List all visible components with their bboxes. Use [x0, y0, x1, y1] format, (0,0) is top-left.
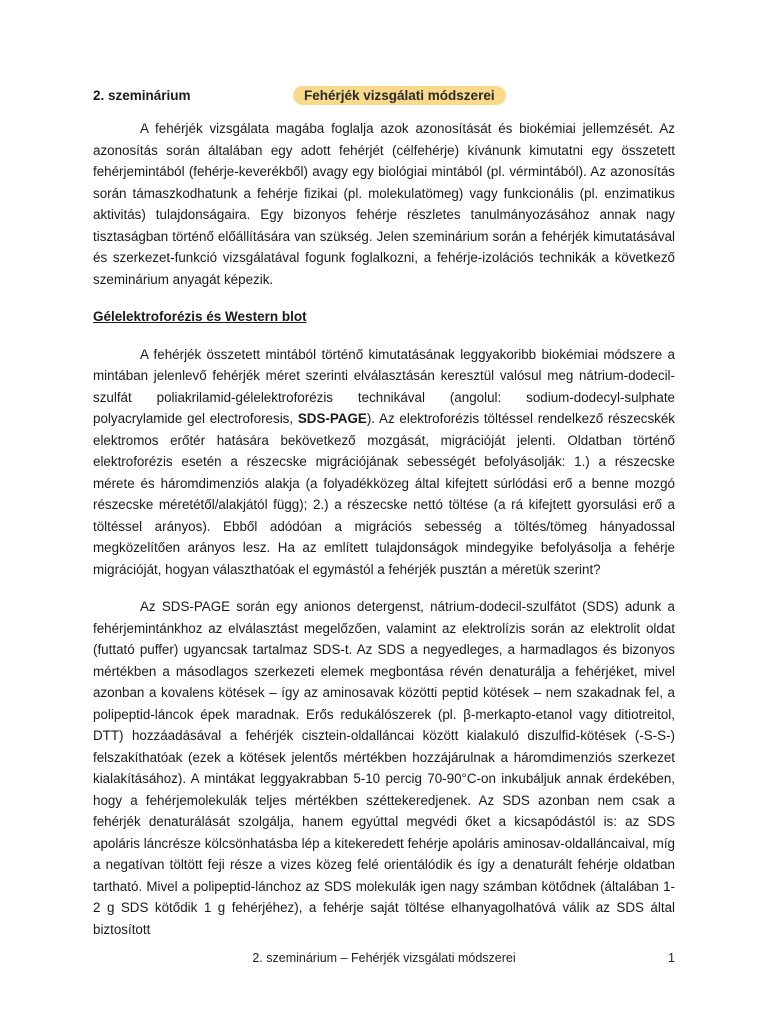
sds-page-term: SDS-PAGE: [297, 411, 367, 426]
sds-page-paragraph: [93, 344, 675, 581]
page-footer: [93, 951, 675, 969]
seminar-label: 2. szeminárium: [93, 88, 191, 103]
document-title: Fehérjék vizsgálati módszerei: [293, 86, 506, 105]
sds-paragraph: Az SDS-PAGE során egy anionos detergenst, nátrium-dodecil-szulfátot (SDS) adunk a fehérjemintánkhoz az elválasztást megelőzően, valamint az elektrolízis során az elektrolit oldat (futtató puffer) ugyancsak tartalmaz SDS-t. Az SDS a negyedleges, a harmadlagos és bizonyos mértékben a másodlagos szerkezeti elemek megbontása révén denaturálja a fehérjéket, mivel azonban a kovalens kötések – így az aminosavak közötti peptid kötések – nem szakadnak fel, a polipeptid-láncok épek maradnak. Erős redukálószerek (pl. β-merkapto-etanol vagy ditiotreitol, DTT) hozzáadásával a fehérjék cisztein-oldalláncai között kialakuló diszulfid-kötések (-S-S-) felszakíthatóak (ezek a kötések jelentős mértékben hozzájárulnak a háromdimenziós szerkezet kialakításához). A mintákat leggyakrabban 5-10 percig 70-90°C-on inkubáljuk annak érdekében, hogy a fehérjemolekulák teljes mértékben széttekeredjenek. Az SDS azonban nem csak a fehérjék denaturálását szolgálja, hanem egyúttal megvédi őket a kicsapódástól is: az SDS apoláris láncrésze kölcsönhatásba lép a kitekeredett fehérje apoláris aminosav-oldalláncaival, míg a negatívan töltött feji része a vizes közeg felé orientálódik és így a denaturált fehérje oldatban tartható. Mivel a polipeptid-lánchoz az SDS molekulák igen nagy számban kötődnek (általában 1-2 g SDS kötődik 1 g fehérjéhez), a fehérje saját töltése elhanyagolhatóvá válik az SDS által biztosított: [93, 599, 675, 937]
page-number: 1: [668, 951, 675, 965]
intro-paragraph: A fehérjék vizsgálata magába foglalja azok azonosítását és biokémiai jellemzését. Az azonosítás során általában egy adott fehérjét (célfehérje) kívánunk kimutatni egy összetett fehérjemintából (fehérje-keverékből) avagy egy biológiai mintából (pl. vérmintából). Az azonosítás során támaszkodhatunk a fehérje fizikai (pl. molekulatömeg) vagy funkcionális (pl. enzimatikus aktivitás) tulajdonságaira. Egy bizonyos fehérje részletes tanulmányozásához annak nagy tisztaságban történő előállítására van szükség. Jelen szeminárium során a fehérjék kimutatásával és szerkezet-funkció vizsgálatával fogunk foglalkozni, a fehérje-izolációs technikák a következő szeminárium anyagát képezik.: [93, 121, 675, 287]
footer-title: 2. szeminárium – Fehérjék vizsgálati módszerei: [252, 951, 516, 965]
paragraph-text: A fehérjék összetett mintából történő kimutatásának leggyakoribb biokémiai módszere a mintában jelenlevő fehérjék méret szerinti elválasztásán keresztül valósul meg nátrium-dodecil-szulfát poliakrilamid-gélelektroforézis technikával (angolul: sodium-dodecyl-sulphate polyacrylamide gel electroforesis,: [93, 346, 675, 426]
section-heading: Gélelektroforézis és Western blot: [93, 309, 307, 324]
page-header: [93, 86, 675, 108]
paragraph-text: ). Az elektroforézis töltéssel rendelkező részecskék elektromos erőtér hatására bekövetkező mozgását, migrációját jelenti. Oldatban történő elektroforézis esetén a részecske migrációjának sebességét befolyásolják: 1.) a részecske mérete és háromdimenziós alakja (a folyadékközeg által kifejtett súrlódási erő a benne mozgó részecske méretétől/alakjától függ); 2.) a részecske nettó töltése (a rá kifejtett gyorsulási erő a töltéssel arányos). Ebből adódóan a migrációs sebesség a töltés/tömeg hányadossal megközelítően arányos lesz. Ha az említett tulajdonságok mindegyike befolyásolja a fehérje migrációját, hogyan választhatóak el egymástól a fehérjék pusztán a méretük szerint?: [93, 411, 675, 577]
document-body: [93, 118, 675, 956]
